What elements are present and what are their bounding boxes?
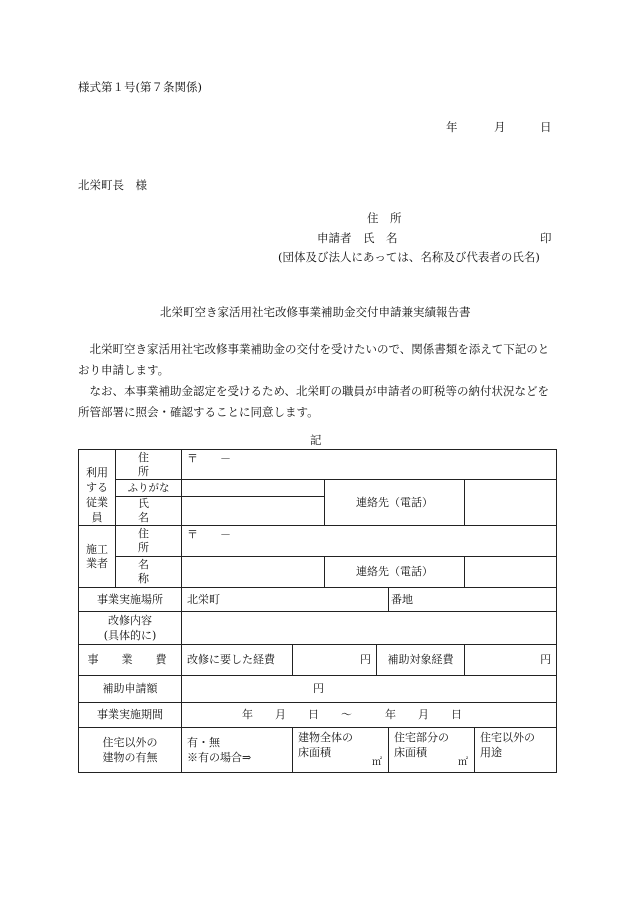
residential-floor-text: 住宅部分の 床面積	[394, 731, 449, 759]
location-value-text: 北栄町	[187, 592, 220, 606]
total-floor-field[interactable]	[293, 728, 389, 773]
renovation-cost-yen: 円	[360, 653, 371, 666]
subsidy-label-text: 補助申請額	[102, 682, 158, 695]
application-form-table	[78, 449, 557, 773]
contractor-contact-text: 連絡先（電話）	[356, 565, 433, 578]
contractor-address-label	[116, 526, 182, 557]
date-day-label: 日	[540, 120, 552, 134]
renovation-row	[79, 612, 557, 645]
total-floor-text: 建物全体の 床面積	[298, 731, 353, 759]
renovation-cost-label	[182, 645, 293, 676]
ki-label: 記	[310, 433, 322, 447]
employee-group-label	[79, 450, 116, 526]
contractor-contact-label	[325, 557, 465, 588]
contractor-address-field[interactable]	[182, 526, 557, 557]
other-building-label: 住宅以外の 建物の有無	[79, 728, 182, 773]
contractor-name-label	[116, 557, 182, 588]
body-paragraph-1: 北栄町空き家活用社宅改修事業補助金の交付を受けたいので、関係書類を添えて下記のとおり申請します。	[78, 342, 550, 377]
employee-address-text: 住 所	[138, 450, 180, 478]
eligible-cost-yen: 円	[540, 653, 552, 666]
eligible-cost-text: 補助対象経費	[387, 653, 454, 666]
applicant-name-label: 申請者 氏 名	[317, 231, 398, 245]
employee-postal-mark: 〒 －	[187, 452, 231, 465]
renovation-cost-text: 改修に要した経費	[187, 653, 275, 666]
employee-name-label	[116, 497, 182, 526]
employee-name-field[interactable]	[182, 497, 325, 526]
date-month-label: 月	[494, 120, 506, 134]
location-label-text: 事業実施場所	[97, 592, 163, 606]
period-value-text: 年 月 日 ～ 年 月 日	[242, 708, 462, 721]
renovation-label: 改修内容 (具体的に)	[79, 612, 182, 645]
residential-floor-unit: ㎡	[458, 757, 468, 768]
renovation-cost-field[interactable]	[293, 645, 377, 676]
cost-label	[79, 645, 182, 676]
furigana-text: ふりがな	[127, 482, 170, 494]
applicant-note: (団体及び法人にあっては、名称及び代表者の氏名)	[278, 250, 540, 264]
contractor-group-label	[79, 526, 116, 588]
employee-group-text: 利用する従業員	[86, 466, 108, 524]
eligible-cost-label	[377, 645, 465, 676]
employee-furigana-label	[116, 480, 182, 497]
date-year-label: 年	[446, 120, 458, 134]
form-number: 様式第１号(第７条関係)	[78, 80, 202, 94]
cost-row	[79, 645, 557, 676]
eligible-cost-field[interactable]	[465, 645, 557, 676]
employee-contact-text: 連絡先（電話）	[356, 495, 433, 509]
subsidy-row	[79, 676, 557, 703]
other-building-row	[79, 728, 557, 773]
contractor-postal-mark: 〒 －	[187, 528, 231, 541]
employee-address-field[interactable]	[182, 450, 557, 480]
contractor-contact-field[interactable]	[465, 557, 557, 588]
cost-label-text: 事 業 費	[87, 653, 173, 666]
contractor-group-text: 施工業者	[86, 542, 108, 570]
location-label	[79, 588, 182, 612]
period-field[interactable]	[182, 703, 557, 728]
employee-furigana-field[interactable]	[182, 480, 325, 497]
employee-address-row	[79, 450, 557, 480]
document-title: 北栄町空き家活用社宅改修事業補助金交付申請兼実績報告書	[160, 305, 471, 319]
residential-floor-field[interactable]	[389, 728, 475, 773]
employee-address-label	[116, 450, 182, 480]
banchi-text: 番地	[391, 592, 413, 606]
non-residential-use-field[interactable]: 住宅以外の 用途	[475, 728, 557, 773]
period-label	[79, 703, 182, 728]
addressee: 北栄町長 様	[78, 178, 147, 192]
applicant-address-label: 住 所	[367, 211, 402, 225]
renovation-field[interactable]	[182, 612, 557, 645]
contractor-name-field[interactable]	[182, 557, 325, 588]
contractor-address-row	[79, 526, 557, 557]
contractor-address-text: 住 所	[138, 527, 180, 554]
location-value-field[interactable]	[182, 588, 389, 612]
subsidy-field[interactable]	[182, 676, 557, 703]
period-row	[79, 703, 557, 728]
employee-contact-field[interactable]	[465, 480, 557, 526]
yes-no-field[interactable]: 有・無 ※有の場合⇒	[182, 728, 293, 773]
employee-furigana-row	[79, 480, 557, 497]
location-banchi-field[interactable]	[389, 588, 557, 612]
location-row	[79, 588, 557, 612]
period-label-text: 事業実施期間	[97, 708, 163, 721]
contractor-name-row	[79, 557, 557, 588]
employee-name-text: 氏 名	[138, 497, 180, 524]
body-paragraph-2: なお、本事業補助金認定を受けるため、北栄町の職員が申請者の町税等の納付状況などを所管部署に照会・確認することに同意します。	[78, 384, 550, 419]
subsidy-label	[79, 676, 182, 703]
seal-mark: 印	[540, 231, 552, 245]
contractor-name-text: 名 称	[138, 558, 180, 585]
employee-contact-label	[325, 480, 465, 526]
subsidy-yen: 円	[313, 682, 324, 695]
total-floor-unit: ㎡	[372, 757, 382, 768]
